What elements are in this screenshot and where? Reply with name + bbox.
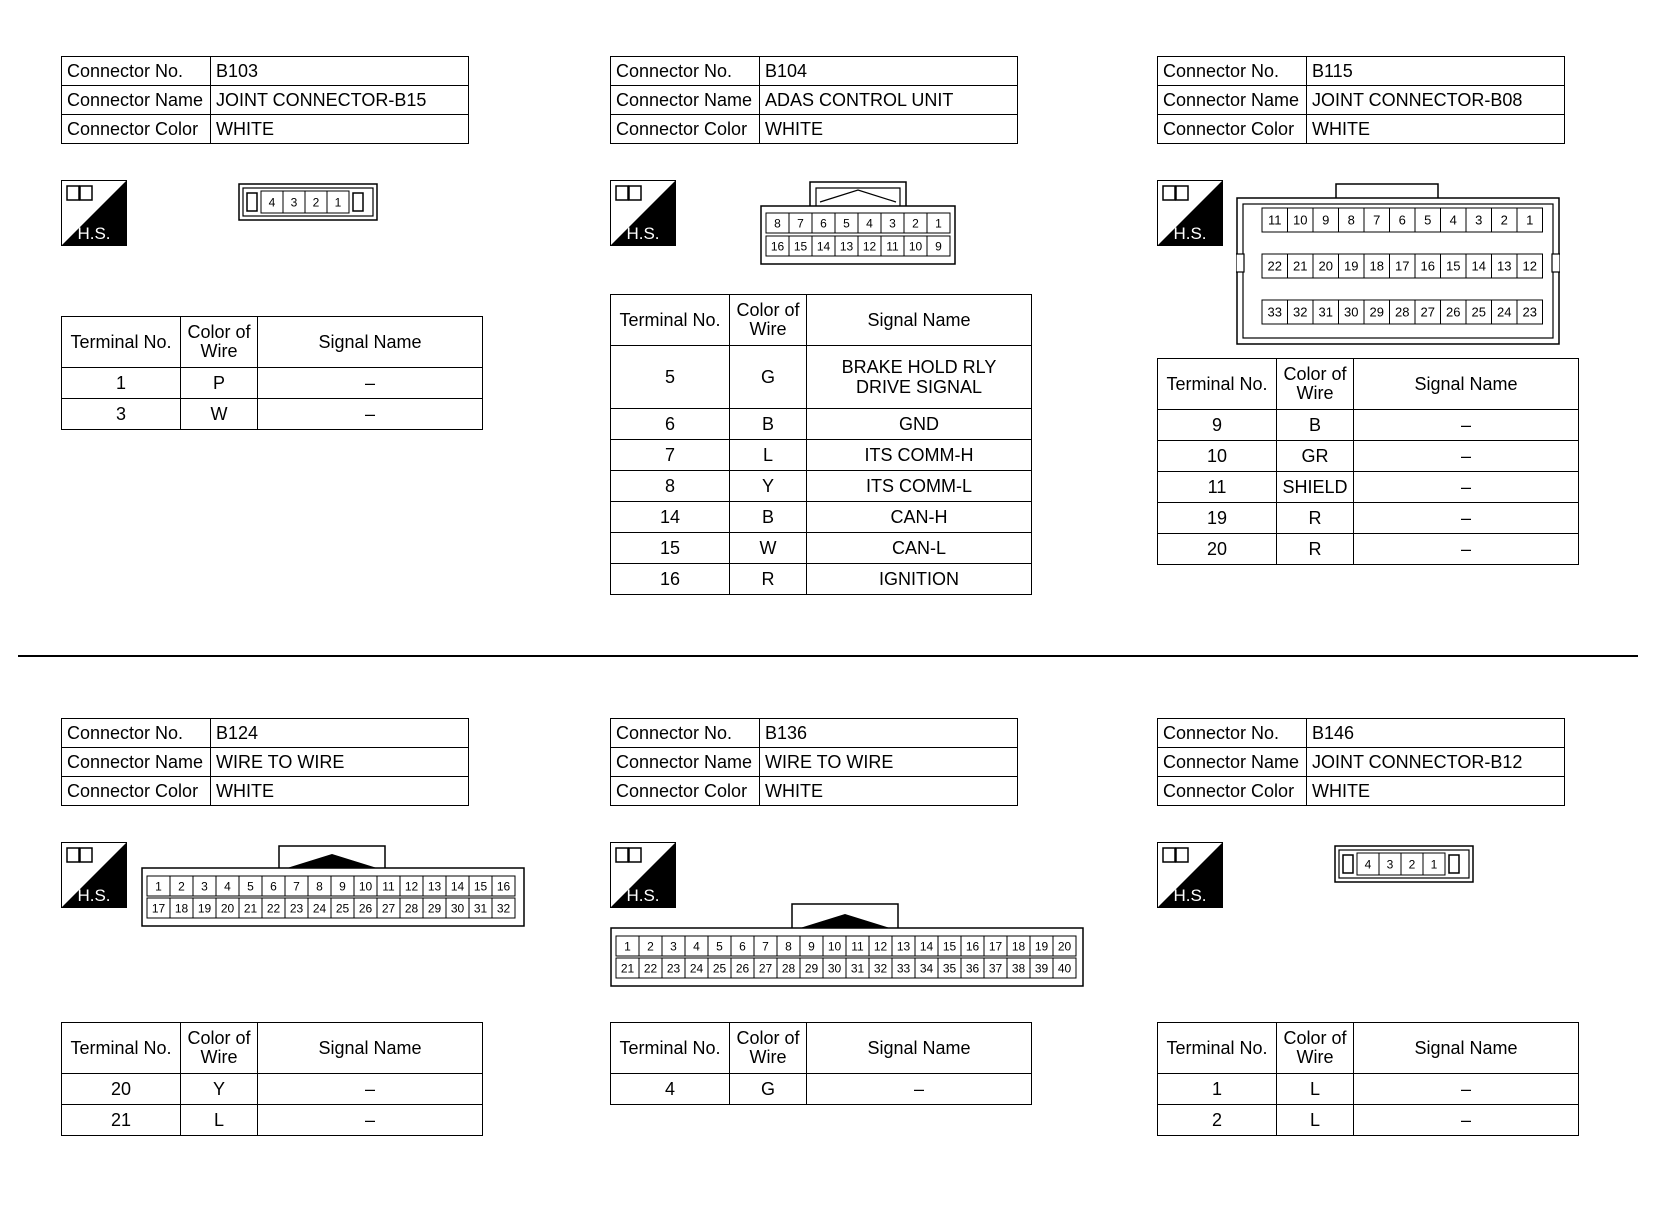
connector-end-stub	[1449, 855, 1459, 873]
pin-number: 4	[1449, 212, 1457, 228]
pin-number: 16	[770, 239, 785, 254]
pin-number: 25	[335, 901, 350, 916]
connector-color-value: WHITE	[760, 115, 1018, 144]
table-row: 11 SHIELD –	[1158, 472, 1579, 503]
hs-harness-side-icon	[610, 180, 676, 246]
pin-number: 35	[942, 961, 957, 976]
terminal-table-b103	[61, 316, 483, 430]
pin-number: 15	[793, 239, 808, 254]
pin-number: 24	[312, 901, 327, 916]
pin-number: 6	[1398, 212, 1406, 228]
hs-label: H.S.	[626, 886, 660, 905]
header-color-of-wire: Color of Wire	[730, 295, 807, 346]
pin-number: 37	[988, 961, 1003, 976]
pin-number: 20	[1318, 258, 1333, 274]
header-terminal-no: Terminal No.	[1158, 359, 1277, 410]
terminal-table-b115	[1157, 358, 1579, 565]
table-row: 19 R –	[1158, 503, 1579, 534]
pin-number: 4	[1364, 857, 1372, 872]
pin-number: 25	[1471, 304, 1486, 320]
label-connector-name: Connector Name	[1158, 748, 1307, 777]
pin-number: 17	[988, 939, 1003, 954]
connector-color-value: WHITE	[211, 115, 469, 144]
pin-number: 18	[1369, 258, 1384, 274]
pin-number: 10	[358, 879, 373, 894]
connector-end-stub	[1343, 855, 1353, 873]
table-row: 10 GR –	[1158, 441, 1579, 472]
pin-number: 5	[843, 216, 850, 231]
pin-number: 2	[912, 216, 919, 231]
connector-name-value: JOINT CONNECTOR-B12	[1307, 748, 1565, 777]
pin-number: 11	[382, 879, 395, 894]
header-terminal-no: Terminal No.	[1158, 1023, 1277, 1074]
pin-number: 1	[935, 216, 942, 231]
pin-number: 19	[1034, 939, 1049, 954]
pin-number: 23	[289, 901, 304, 916]
connector-end-stub	[353, 193, 363, 211]
pin-number: 24	[689, 961, 704, 976]
pin-number: 18	[174, 901, 189, 916]
connector-block-b103	[61, 56, 469, 144]
pin-number: 3	[1386, 857, 1394, 872]
header-color-of-wire: Color of Wire	[1277, 359, 1354, 410]
label-connector-no: Connector No.	[1158, 57, 1307, 86]
pin-number: 2	[1500, 212, 1508, 228]
table-row: 15 W CAN-L	[611, 533, 1032, 564]
label-connector-name: Connector Name	[611, 86, 760, 115]
header-signal-name: Signal Name	[807, 295, 1032, 346]
pin-number: 16	[496, 879, 511, 894]
pin-number: 26	[358, 901, 373, 916]
pin-number: 13	[896, 939, 911, 954]
pin-number: 19	[197, 901, 212, 916]
connector-face-b146	[1334, 845, 1474, 883]
table-row: 20 R –	[1158, 534, 1579, 565]
pin-number: 8	[316, 879, 323, 894]
pin-number: 1	[1430, 857, 1438, 872]
connector-block-b115	[1157, 56, 1565, 144]
connector-name-value: WIRE TO WIRE	[760, 748, 1018, 777]
pin-number: 21	[1293, 258, 1308, 274]
pin-number: 32	[1293, 304, 1308, 320]
pin-number: 7	[797, 216, 804, 231]
connector-no-value: B136	[760, 719, 1018, 748]
header-color-of-wire: Color of Wire	[1277, 1023, 1354, 1074]
pin-number: 3	[290, 195, 298, 210]
pin-number: 6	[820, 216, 827, 231]
pin-number: 20	[220, 901, 235, 916]
pin-number: 23	[666, 961, 681, 976]
table-row: 6 B GND	[611, 409, 1032, 440]
hs-harness-side-icon	[1157, 842, 1223, 908]
label-connector-color: Connector Color	[611, 777, 760, 806]
pin-number: 4	[224, 879, 231, 894]
pin-number: 22	[643, 961, 658, 976]
connector-color-value: WHITE	[211, 777, 469, 806]
pin-number: 15	[473, 879, 488, 894]
pin-number: 31	[1318, 304, 1333, 320]
header-terminal-no: Terminal No.	[62, 317, 181, 368]
pin-number: 24	[1497, 304, 1512, 320]
pin-number: 5	[247, 879, 254, 894]
pin-number: 33	[896, 961, 911, 976]
pin-number: 1	[1526, 212, 1534, 228]
pin-number: 14	[919, 939, 934, 954]
connector-no-value: B115	[1307, 57, 1565, 86]
connector-block-b136	[610, 718, 1018, 806]
connector-info-table	[1157, 56, 1565, 144]
pin-number: 31	[473, 901, 488, 916]
connector-face-b103	[238, 183, 378, 221]
pin-number: 6	[739, 939, 746, 954]
connector-face-b104	[760, 180, 956, 266]
hs-label: H.S.	[77, 886, 111, 905]
pin-number: 18	[1011, 939, 1026, 954]
table-row: 1 P –	[62, 368, 483, 399]
table-row: 14 B CAN-H	[611, 502, 1032, 533]
label-connector-color: Connector Color	[611, 115, 760, 144]
pin-number: 20	[1057, 939, 1072, 954]
connector-name-value: JOINT CONNECTOR-B15	[211, 86, 469, 115]
pin-number: 16	[1420, 258, 1435, 274]
pin-number: 28	[1395, 304, 1410, 320]
pin-number: 2	[1408, 857, 1416, 872]
pin-number: 28	[404, 901, 419, 916]
pin-number: 27	[381, 901, 396, 916]
pin-number: 5	[716, 939, 723, 954]
hs-label: H.S.	[77, 224, 111, 243]
header-color-of-wire: Color of Wire	[730, 1023, 807, 1074]
connector-no-value: B104	[760, 57, 1018, 86]
table-row: 20 Y –	[62, 1074, 483, 1105]
pin-number: 23	[1522, 304, 1537, 320]
pin-number: 21	[243, 901, 258, 916]
pin-number: 4	[693, 939, 700, 954]
pin-number: 11	[1268, 212, 1282, 228]
label-connector-name: Connector Name	[62, 86, 211, 115]
pin-number: 8	[774, 216, 781, 231]
pin-number: 2	[178, 879, 185, 894]
connector-info-table	[610, 56, 1018, 144]
pin-number: 13	[427, 879, 442, 894]
pin-number: 21	[620, 961, 635, 976]
pin-number: 14	[816, 239, 831, 254]
header-color-of-wire: Color of Wire	[181, 1023, 258, 1074]
header-signal-name: Signal Name	[1354, 359, 1579, 410]
pin-number: 27	[758, 961, 773, 976]
pin-number: 16	[965, 939, 980, 954]
header-signal-name: Signal Name	[1354, 1023, 1579, 1074]
hs-label: H.S.	[626, 224, 660, 243]
pin-number: 7	[293, 879, 300, 894]
pin-number: 30	[827, 961, 842, 976]
label-connector-name: Connector Name	[62, 748, 211, 777]
label-connector-name: Connector Name	[1158, 86, 1307, 115]
pin-number: 11	[851, 939, 864, 954]
pin-number: 32	[496, 901, 511, 916]
pin-number: 26	[735, 961, 750, 976]
pin-number: 9	[935, 239, 942, 254]
pin-number: 17	[151, 901, 166, 916]
connector-info-table	[1157, 718, 1565, 806]
connector-no-value: B124	[211, 719, 469, 748]
pin-number: 9	[808, 939, 815, 954]
pin-number: 3	[201, 879, 208, 894]
pin-number: 25	[712, 961, 727, 976]
pin-number: 11	[886, 239, 899, 254]
connector-name-value: ADAS CONTROL UNIT	[760, 86, 1018, 115]
table-row: 3 W –	[62, 399, 483, 430]
connector-color-value: WHITE	[1307, 777, 1565, 806]
pin-number: 12	[1522, 258, 1537, 274]
pin-number: 10	[827, 939, 842, 954]
pin-number: 8	[785, 939, 792, 954]
connector-name-value: JOINT CONNECTOR-B08	[1307, 86, 1565, 115]
connector-color-value: WHITE	[760, 777, 1018, 806]
connector-face-b124	[141, 844, 525, 928]
pin-number: 13	[839, 239, 854, 254]
pin-number: 4	[268, 195, 276, 210]
pin-number: 2	[647, 939, 654, 954]
hs-label: H.S.	[1173, 886, 1207, 905]
pin-number: 40	[1057, 961, 1072, 976]
connector-no-value: B146	[1307, 719, 1565, 748]
header-terminal-no: Terminal No.	[611, 295, 730, 346]
header-terminal-no: Terminal No.	[62, 1023, 181, 1074]
pin-number: 15	[1446, 258, 1461, 274]
terminal-table-b124	[61, 1022, 483, 1136]
pin-number: 6	[270, 879, 277, 894]
pin-number: 10	[908, 239, 923, 254]
label-connector-no: Connector No.	[611, 719, 760, 748]
pin-number: 9	[339, 879, 346, 894]
connector-block-b146	[1157, 718, 1565, 806]
pin-number: 7	[762, 939, 769, 954]
pin-number: 31	[850, 961, 865, 976]
connector-info-table	[610, 718, 1018, 806]
pin-number: 30	[1344, 304, 1359, 320]
header-signal-name: Signal Name	[807, 1023, 1032, 1074]
label-connector-no: Connector No.	[62, 719, 211, 748]
terminal-table-b104	[610, 294, 1032, 595]
table-row: 5 G BRAKE HOLD RLY DRIVE SIGNAL	[611, 346, 1032, 409]
pin-number: 3	[889, 216, 896, 231]
pin-number: 33	[1267, 304, 1282, 320]
hs-harness-side-icon	[610, 842, 676, 908]
table-row: 16 R IGNITION	[611, 564, 1032, 595]
terminal-table-b146	[1157, 1022, 1579, 1136]
connector-no-value: B103	[211, 57, 469, 86]
hs-harness-side-icon	[1157, 180, 1223, 246]
pin-number: 9	[1322, 212, 1330, 228]
connector-block-b124	[61, 718, 469, 806]
pin-number: 15	[942, 939, 957, 954]
pin-number: 30	[450, 901, 465, 916]
hs-harness-side-icon	[61, 180, 127, 246]
pin-number: 29	[427, 901, 442, 916]
label-connector-color: Connector Color	[1158, 777, 1307, 806]
table-row: 21 L –	[62, 1105, 483, 1136]
pin-number: 14	[1471, 258, 1486, 274]
pin-number: 34	[919, 961, 934, 976]
header-signal-name: Signal Name	[258, 1023, 483, 1074]
table-row: 1 L –	[1158, 1074, 1579, 1105]
pin-number: 1	[155, 879, 162, 894]
pin-number: 29	[1369, 304, 1384, 320]
pin-number: 5	[1424, 212, 1432, 228]
connector-info-table	[61, 718, 469, 806]
pin-number: 12	[862, 239, 877, 254]
hs-label: H.S.	[1173, 224, 1207, 243]
label-connector-color: Connector Color	[1158, 115, 1307, 144]
pin-number: 1	[334, 195, 342, 210]
label-connector-no: Connector No.	[62, 57, 211, 86]
pin-number: 39	[1034, 961, 1049, 976]
pin-number: 12	[873, 939, 888, 954]
header-color-of-wire: Color of Wire	[181, 317, 258, 368]
label-connector-color: Connector Color	[62, 115, 211, 144]
pin-number: 14	[450, 879, 465, 894]
pin-number: 8	[1347, 212, 1355, 228]
pin-number: 4	[866, 216, 873, 231]
pin-number: 19	[1344, 258, 1359, 274]
pin-number: 36	[965, 961, 980, 976]
connector-end-stub	[247, 193, 257, 211]
pin-number: 38	[1011, 961, 1026, 976]
pin-number: 28	[781, 961, 796, 976]
pin-number: 17	[1395, 258, 1410, 274]
label-connector-no: Connector No.	[611, 57, 760, 86]
pin-number: 27	[1420, 304, 1435, 320]
connector-face-b115	[1236, 180, 1560, 346]
label-connector-color: Connector Color	[62, 777, 211, 806]
pin-number: 12	[404, 879, 419, 894]
table-row: 9 B –	[1158, 410, 1579, 441]
label-connector-name: Connector Name	[611, 748, 760, 777]
pin-number: 13	[1497, 258, 1512, 274]
pin-number: 10	[1293, 212, 1308, 228]
section-divider	[18, 655, 1638, 657]
connector-face-b136	[610, 902, 1084, 988]
table-row: 8 Y ITS COMM-L	[611, 471, 1032, 502]
connector-color-value: WHITE	[1307, 115, 1565, 144]
table-row: 2 L –	[1158, 1105, 1579, 1136]
header-terminal-no: Terminal No.	[611, 1023, 730, 1074]
table-row: 4 G –	[611, 1074, 1032, 1105]
terminal-table-b136	[610, 1022, 1032, 1105]
label-connector-no: Connector No.	[1158, 719, 1307, 748]
pin-number: 32	[873, 961, 888, 976]
pin-number: 3	[1475, 212, 1483, 228]
connector-block-b104	[610, 56, 1018, 144]
pin-number: 26	[1446, 304, 1461, 320]
pin-number: 7	[1373, 212, 1381, 228]
pin-number: 22	[1267, 258, 1282, 274]
pin-number: 29	[804, 961, 819, 976]
connector-info-table	[61, 56, 469, 144]
pin-number: 1	[624, 939, 631, 954]
pin-number: 2	[312, 195, 320, 210]
header-signal-name: Signal Name	[258, 317, 483, 368]
pin-number: 22	[266, 901, 281, 916]
pin-number: 3	[670, 939, 677, 954]
hs-harness-side-icon	[61, 842, 127, 908]
table-row: 7 L ITS COMM-H	[611, 440, 1032, 471]
connector-name-value: WIRE TO WIRE	[211, 748, 469, 777]
